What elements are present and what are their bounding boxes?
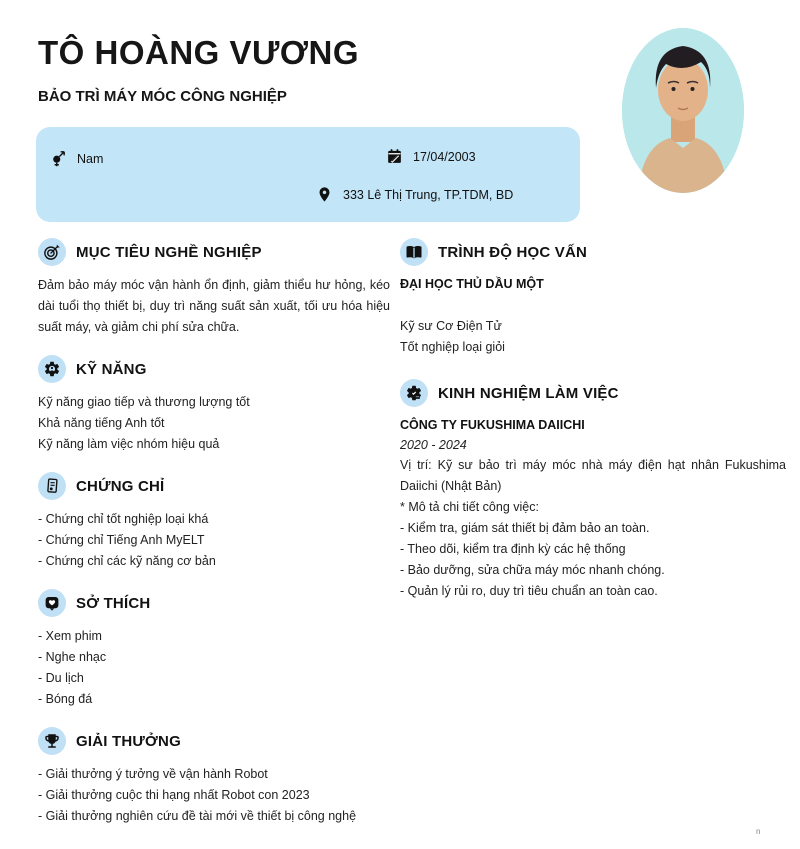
section-title: GIẢI THƯỞNG xyxy=(76,732,181,750)
list-item: - Giải thưởng ý tưởng về vận hành Robot xyxy=(38,767,268,781)
info-address xyxy=(316,186,513,203)
section-experience-head xyxy=(400,379,786,407)
gear-check-icon xyxy=(400,379,428,407)
list-item: - Kiểm tra, giám sát thiết bị đảm bảo an toàn. xyxy=(400,521,650,535)
section-title: MỤC TIÊU NGHỀ NGHIỆP xyxy=(76,243,262,261)
school-name: ĐẠI HỌC THỦ DẦU MỘT xyxy=(400,277,544,291)
section-hobbies-head xyxy=(38,589,390,617)
list-item: - Quản lý rủi ro, duy trì tiêu chuẩn an toàn cao. xyxy=(400,584,658,598)
company-name: CÔNG TY FUKUSHIMA DAIICHI xyxy=(400,418,585,432)
gender-icon xyxy=(50,150,67,167)
employment-period: 2020 - 2024 xyxy=(400,438,467,452)
avatar xyxy=(622,28,744,193)
list-item: Khả năng tiếng Anh tốt xyxy=(38,416,165,430)
skills-list xyxy=(38,392,390,455)
info-gender xyxy=(50,150,103,167)
graduation-grade: Tốt nghiệp loại giỏi xyxy=(400,340,505,354)
section-skills xyxy=(38,355,390,455)
section-title: CHỨNG CHỈ xyxy=(76,477,165,495)
list-item: - Chứng chỉ Tiếng Anh MyELT xyxy=(38,533,205,547)
list-item: - Theo dõi, kiểm tra định kỳ các hệ thống xyxy=(400,542,626,556)
birthdate-value: 17/04/2003 xyxy=(413,149,476,164)
trophy-icon xyxy=(38,727,66,755)
list-item: - Giải thưởng nghiên cứu đề tài mới về thiết bị công nghệ xyxy=(38,809,357,823)
book-icon xyxy=(400,238,428,266)
calendar-icon xyxy=(386,148,403,165)
section-awards-head xyxy=(38,727,390,755)
degree: Kỹ sư Cơ Điện Tử xyxy=(400,319,502,333)
right-column xyxy=(400,238,786,844)
gear-person-icon xyxy=(38,355,66,383)
heart-box-icon xyxy=(38,589,66,617)
list-item: Kỹ năng giao tiếp và thương lượng tốt xyxy=(38,395,250,409)
list-item: - Chứng chỉ tốt nghiệp loại khá xyxy=(38,512,209,526)
section-hobbies xyxy=(38,589,390,710)
address-value: 333 Lê Thị Trung, TP.TDM, BD xyxy=(343,187,514,202)
section-education-head xyxy=(400,238,786,266)
section-skills-head xyxy=(38,355,390,383)
certificate-icon xyxy=(38,472,66,500)
main-content xyxy=(38,238,786,844)
watermark: n xyxy=(756,827,761,836)
certificates-list xyxy=(38,509,390,572)
duties-label: * Mô tả chi tiết công việc: xyxy=(400,500,539,514)
section-objective xyxy=(38,238,390,338)
list-item: Kỹ năng làm việc nhóm hiệu quả xyxy=(38,437,220,451)
section-title: KỸ NĂNG xyxy=(76,360,147,378)
section-experience xyxy=(400,379,786,602)
education-spacer xyxy=(400,294,786,316)
objective-text: Đảm bảo máy móc vận hành ổn định, giảm thiểu hư hỏng, kéo dài tuổi thọ thiết bị, duy trì năng suất sản xuất, tối ưu hóa hiệu suất máy, và giảm chi phí sửa chữa. xyxy=(38,278,390,334)
section-title: KINH NGHIỆM LÀM VIỆC xyxy=(438,384,619,402)
section-objective-head xyxy=(38,238,390,266)
target-icon xyxy=(38,238,66,266)
list-item: - Chứng chỉ các kỹ năng cơ bản xyxy=(38,554,216,568)
duties-list xyxy=(400,518,786,602)
section-certificates-head xyxy=(38,472,390,500)
list-item: - Giải thưởng cuộc thi hạng nhất Robot con 2023 xyxy=(38,788,310,802)
section-title: TRÌNH ĐỘ HỌC VẤN xyxy=(438,243,588,261)
section-certificates xyxy=(38,472,390,572)
list-item: - Nghe nhạc xyxy=(38,650,107,664)
list-item: - Du lịch xyxy=(38,671,84,685)
location-pin-icon xyxy=(316,186,333,203)
job-title: BẢO TRÌ MÁY MÓC CÔNG NGHIỆP xyxy=(38,88,287,105)
person-name: TÔ HOÀNG VƯƠNG xyxy=(38,34,360,71)
section-title: SỞ THÍCH xyxy=(76,594,151,612)
list-item: - Xem phim xyxy=(38,629,102,643)
list-item: - Bảo dưỡng, sửa chữa máy móc nhanh chóng. xyxy=(400,563,665,577)
section-education xyxy=(400,238,786,358)
left-column xyxy=(38,238,390,844)
info-birthdate xyxy=(386,148,476,165)
personal-info-box xyxy=(36,127,580,222)
awards-list xyxy=(38,764,390,827)
gender-value: Nam xyxy=(77,151,104,166)
section-awards xyxy=(38,727,390,827)
hobbies-list xyxy=(38,626,390,710)
profile-photo xyxy=(622,28,744,193)
header xyxy=(38,34,598,105)
list-item: - Bóng đá xyxy=(38,692,93,706)
position-text: Vị trí: Kỹ sư bảo trì máy móc nhà máy điện hạt nhân Fukushima Daiichi (Nhật Bản) xyxy=(400,458,786,493)
